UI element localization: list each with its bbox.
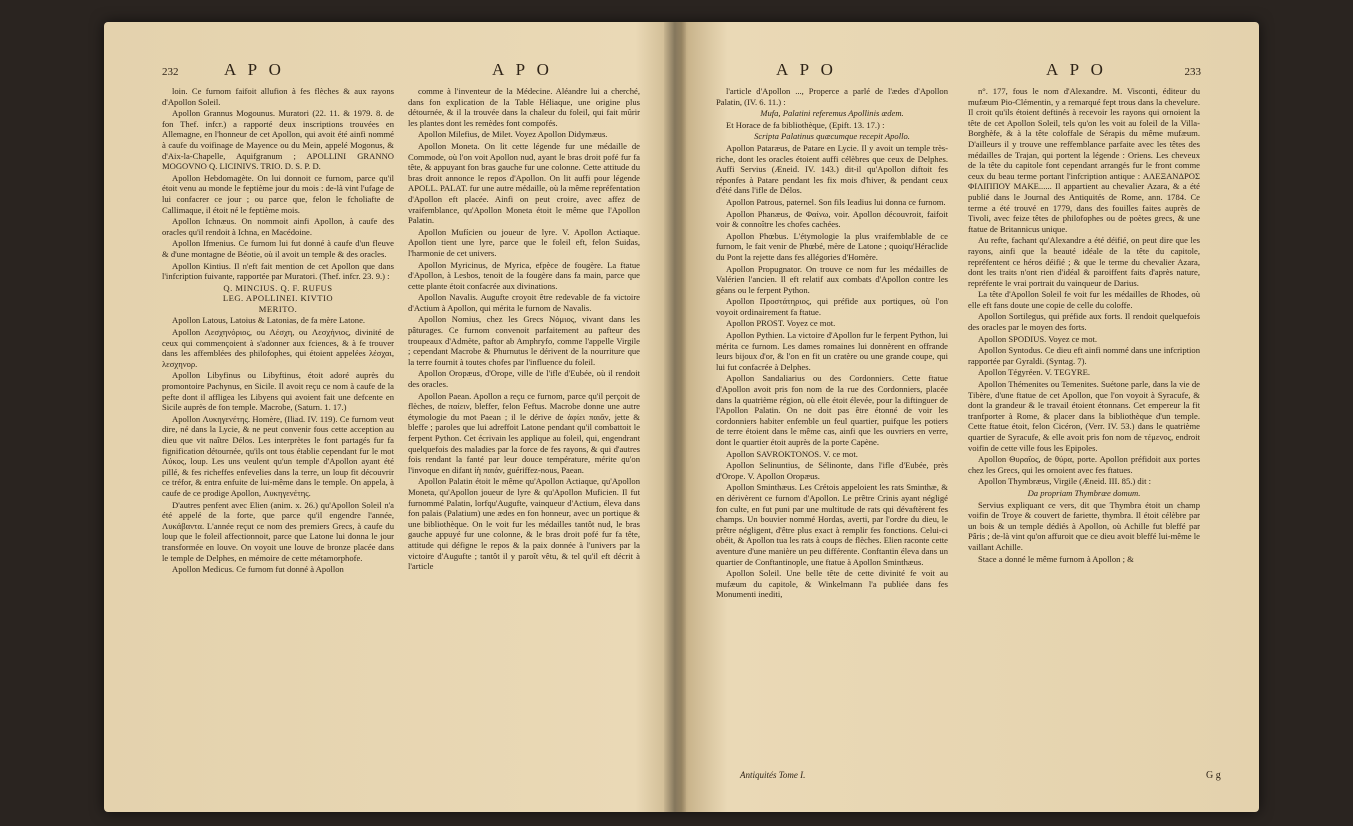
paragraph: Apollon Patrous, paternel. Son fils Ieadius lui donna ce furnom.	[726, 196, 946, 207]
paragraph: Apollon Latous, Latoius & Latonias, de fa mère Latone.	[172, 315, 366, 326]
paragraph: D'autres penfent avec Elien (anim. x. 26.) qu'Apollon Soleil n'a été appelé de la forte, que parce qu'il engendre l'année, Λυκάβαντα. L'année reçut ce nom des premiers Grecs, à caufe du loup que le foleil affectionnoit, parce que Latone lui donna le jour transformée en louve. On voyoit une louve de bronze placée dans le temple de Delphes, en mémoire de cette métamorphofe.	[162, 499, 394, 563]
book-spread	[104, 22, 1259, 812]
paragraph: Apollon Λεσχηνόριος, ou Λέσχη, ou Λεσχήνιος, divinité de ceux qui commençoient à s'adonner aux fciences, & à fe trouver dans les affemblées des philofophes, qui étoient appelées λέσχαι, λεσχηνορ.	[162, 327, 394, 369]
verse-quote: Da propriam Thymbræe domum.	[1027, 487, 1141, 498]
paragraph: Apollon Libyfinus ou Libyftinus, étoit adoré auprès du promontoire Pachynus, en Sicile. Il avoit reçu ce nom à caufe de la pefte dont il affligea les Libyens qui avoient fait une defcente en Sicile auprès de fon temple. Macrobe, (Saturn. 1. 17.)	[162, 370, 394, 413]
left-page-number: 232	[162, 66, 179, 78]
paragraph: Et Horace de fa bibliothèque, (Epift. 13. 17.) :	[726, 119, 885, 130]
paragraph: l'article d'Apollon ..., Properce a parlé de l'ædes d'Apollon Palatin, (IV. 6. 11.) :	[716, 86, 948, 107]
left-page-column-2	[408, 86, 640, 776]
paragraph: Au refte, fachant qu'Alexandre a été déifié, on peut dire que les rayons, ainfi que la beauté idéale de la tête du capitole, repréfentent ce héros déifié ; & que le terme du chevalier Azara, dont les traits n'ont rien d'idéal & paroiffent faits d'après nature, repréfente le vrai portrait du vainqueur de Darius.	[968, 235, 1200, 288]
left-running-head-col1: A P O	[224, 60, 285, 79]
paragraph: Apollon Pataræus, de Patare en Lycie. Il y avoit un temple très-riche, dont les oracles étoient auffi célèbres que ceux de Delphes. Auffi Servius (Æneid. IV. 143.) dit-il qu'Apollon diftoit fes réponfes à Patare pendant les fix mois d'hiver, & pendant ceux d'été dans l'ifle de Délos.	[716, 142, 948, 196]
right-running-head-col1: A P O	[776, 60, 837, 79]
right-page-number: 233	[1184, 66, 1201, 78]
paragraph: Apollon Ichnæus. On nommoit ainfi Apollon, à caufe des oracles qu'il rendoit à Ichna, en Macédoine.	[162, 216, 394, 237]
paragraph: Apollon Propugnator. On trouve ce nom fur les médailles de Valérien l'ancien. Il eft relatif aux combats d'Apollon contre les géans ou le ferpent Python.	[716, 263, 948, 295]
verse-quote: Scripta Palatinus quæcumque recepit Apollo.	[754, 131, 910, 142]
paragraph: Apollon Thémenites ou Temenites. Suétone parle, dans la vie de Tibère, d'une ftatue de cet Apollon, que l'on voyoit à Syracufe, & dont la grandeur & le travail étoient étonnans. Cet empereur la fit tranfporter à Rome, & placer dans la bibliothèque d'un temple. Cette ftatue étoit, felon Cicéron, (Verr. IV. 53.) dans le quatrième quartier de Syracufe, & elle avoit pris fon nom de τέμενος, endroit voifin de cette ville fous les Epipoles.	[968, 379, 1200, 453]
paragraph: Apollon Paean. Apollon a reçu ce furnom, parce qu'il perçoit de flèches, de παίειν, bleffer, felon Feftus. Macrobe donne une autre étymologie du mot Paean ; il le dérive de ἀφίει παιᾶν, jette & bleffe ; paroles que lui adreffoit Latone pendant qu'il combattoit le ferpent Python. Cet écrivain les applique au foleil, qui, engendrant quelquefois des maladies par la force de fes rayons, & qui d'autres fois rendant la fanté par leur douce température, mérite qu'on l'invoque en difant ἰὴ παιάν, guériffez-nous, Paean.	[408, 390, 640, 475]
paragraph: Apollon Sminthæus. Les Crétois appeloient les rats Sminthæ, & en dérivèrent ce furnom d'Apollon. Le prêtre Crinis ayant négligé fon culte, en fut puni par une multitude de rats qui dévaftèrent fes champs. Un bouvier nommé Hordas, averti, par l'ordre du dieu, le prêtre négligent, d'être plus exact à remplir fes fonctions. Celui-ci obéit, & Apollon tua les rats à coups de flèches. Elien raconte cette aventure d'une manière un peu différente. Conftantin éleva dans un quartier de Conftantinople, une ftatue à Apollon Sminthæus.	[716, 482, 948, 567]
paragraph: loin. Ce furnom faifoit allufion à fes flèches & aux rayons d'Apollon Soleil.	[162, 86, 394, 107]
paragraph: Apollon Phanæus, de Φαίνω, voir. Apollon découvroit, faifoit voir & connoître les chofes cachées.	[716, 208, 948, 230]
paragraph: Apollon Syntodus. Ce dieu eft ainfi nommé dans une infcription rapportée par Gyraldi. (Syntag. 7).	[968, 345, 1200, 366]
signature-mark: G g	[1206, 770, 1221, 781]
paragraph: Apollon Kintius. Il n'eft fait mention de cet Apollon que dans l'infcription fuivante, rapportée par Muratori. (Thef. infcr. 23. 9.) :	[162, 260, 394, 282]
paragraph: Apollon Θυραῖος, de θύρα, porte. Apollon préfidoit aux portes chez les Grecs, qui les ornoient avec fes ftatues.	[968, 454, 1200, 475]
left-running-head	[162, 60, 634, 82]
paragraph: Apollon Προστάτηριος, qui préfide aux portiques, où l'on voyoit ordinairement fa ftatue.	[716, 296, 948, 317]
paragraph: Apollon Selinuntius, de Sélinonte, dans l'ifle d'Eubée, près d'Orope. V. Apollon Oropæus.	[716, 460, 948, 481]
paragraph: Apollon Navalis. Augufte croyoit être redevable de fa victoire d'Actium à Apollon, qui mérita le furnom de Navalis.	[408, 292, 640, 313]
paragraph: Apollon Moneta. On lit cette légende fur une médaille de Commode, où l'on voit Apollon nud, ayant le bras droit pofé fur fa tête, & appuyant fon bras gauche fur une colonne. Cette attitude du bras droit annonce le repos d'Apollon. On lit auffi pour légende APOLL. PALAT. fur une autre médaille, où la même repréfentation d'Apollon eft placée. Ainfi on peut croire, avec affez de vraifemblance, qu'Apollon Moneta étoit le même que l'Apollon Palatin.	[408, 140, 640, 226]
paragraph: Apollon Nomius, chez les Grecs Νόμιος, vivant dans les pâturages. Ce furnom convenoit parfaitement au pafteur des troupeaux d'Admète, paftor ab Amphryfo, comme l'appelle Virgile ; cependant Macrobe & Phurnutus le dérivent de la nourriture que la terre fournit à toutes chofes par l'influence du foleil.	[408, 314, 640, 367]
paragraph: Apollon Hebdomagète. On lui donnoit ce furnom, parce qu'il étoit venu au monde le feptième jour du mois : de-là vint l'ufage de lui confacrer ce jour ; ou parce que, felon le fcholiafte de Callimaque, il étoit né le feptième mois.	[162, 172, 394, 215]
footer-volume-title: Antiquités Tome I.	[740, 770, 806, 780]
paragraph: Apollon Milefius, de Milet. Voyez Apollon Didymæus.	[418, 129, 608, 140]
paragraph: Apollon Soleil. Une belle tête de cette divinité fe voit au mufæum du capitole, & Winkelmann l'a publiée dans fes Monumenti inediti,	[716, 568, 948, 600]
right-page-column-1	[716, 86, 948, 762]
right-running-head-col2: A P O	[1046, 60, 1107, 79]
left-running-head-col2: A P O	[492, 60, 553, 79]
paragraph: Apollon SPODIUS. Voyez ce mot.	[978, 333, 1098, 344]
paragraph: Apollon Pythien. La victoire d'Apollon fur le ferpent Python, lui mérita ce furnom. Les dames romaines lui donnèrent en offrande leurs bijoux d'or, & l'on en fit un cratère ou une grande coupe, qui lui fut confacrée à Delphes.	[716, 330, 948, 372]
paragraph: Apollon Sortilegus, qui préfide aux forts. Il rendoit quelquefois des oracles par le moyen des forts.	[968, 311, 1200, 333]
paragraph: Apollon Tégyréen. V. TEGYRE.	[978, 367, 1091, 378]
paragraph: Servius expliquant ce vers, dit que Thymbra étoit un champ voifin de Troye & couvert de fariette, thymbra. Il étoit célèbre par un bois & un temple dédiés à Apollon, où Achille fut bleffé par Pâris ; de-là vint qu'on affuroit que ce dieu avoit bleffé lui-même le vaillant Achille.	[968, 499, 1200, 552]
paragraph: Apollon Medicus. Ce furnom fut donné à Apollon	[172, 564, 344, 575]
left-page-column-1	[162, 86, 394, 776]
book-gutter	[664, 22, 686, 812]
paragraph: Apollon Thymbræus, Virgile (Æneid. III. 85.) dit :	[978, 476, 1152, 487]
paragraph: comme à l'inventeur de la Médecine. Aléandre lui a cherché, dans fon explication de la Table Héliaque, une origine plus détournée, & il la trouvée dans la chaleur du foleil, qui fait mûrir les plantes dont les remèdes font compofés.	[408, 86, 640, 128]
paragraph: Stace a donné le même furnom à Apollon ; &	[978, 553, 1134, 564]
inscription: Q. MINCIUS. Q. F. RUFUS LEG. APOLLINEI. KIVTIO MERITO.	[222, 282, 334, 314]
paragraph: Apollon Oropæus, d'Orope, ville de l'ifle d'Eubée, où il rendoit des oracles.	[408, 368, 640, 390]
paragraph: Apollon Phœbus. L'étymologie la plus vraifemblable de ce furnom, le fait venir de Phœbé, mère de Latone ; quoiqu'Héraclide du Pont la rejette dans fes allégories d'Homère.	[716, 230, 948, 262]
paragraph: La tête d'Apollon Soleil fe voit fur les médailles de Rhodes, où elle eft fans doute une copie de celle du coloffe.	[968, 289, 1200, 310]
left-page	[104, 22, 664, 812]
paragraph: Apollon SAVROKTONOS. V. ce mot.	[726, 448, 858, 459]
paragraph: Apollon Palatin étoit le même qu'Apollon Actiaque, qu'Apollon Moneta, qu'Apollon joueur de lyre & qu'Apollon Muficien. Il fut furnommé Palatin, lorfqu'Augufte, vainqueur d'Actium, éleva dans fon palais (Palatium) une ædes en fon honneur, avec un portique & une bibliothèque. On le voit fur les médailles tantôt nud, le bras gauche appuyé fur une colonne, & le bras droit pofé fur fa tête, attitude qui défigne le repos & la paix donnée à l'univers par la victoire d'Augufte ; tantôt il y paroît vêtu, & tel qu'il eft décrit à l'article	[408, 476, 640, 572]
right-running-head	[716, 60, 1201, 82]
right-page-column-2	[968, 86, 1200, 762]
paragraph: Apollon PROST. Voyez ce mot.	[726, 318, 836, 329]
paragraph: Apollon Λυκηγενέτης. Homère, (Iliad. IV. 119). Ce furnom veut dire, né dans la Lycie, & ne peut convenir fous cette acception au dieu que vit naître Délos. Les interprètes le font partagés fur fa fignification détournée, qu'ils ont tous établie cependant fur le mot Λύκος, loup. Les uns veulent qu'un temple d'Apollon ayant été pillé, & fes richeffes enfevelies dans la terre, un loup fit découvrir ce tréfor, & entra enfuite de lui-même dans le temple. On appela, à caufe de ce prodige Apollon, Λυκηγενέτης.	[162, 413, 394, 498]
verse-quote: Mufa, Palatini referemus Apollinis ædem.	[760, 108, 904, 119]
paragraph: n°. 177, fous le nom d'Alexandre. M. Visconti, éditeur du mufæum Pio-Clémentin, y a remarqué fept trous dans la chevelure. Il croit qu'ils étoient deftinés à recevoir les rayons qui ornoient la tête de cet Apollon Soleil, tels qu'on les voit au foleil de la Villa-Borghèfe, & à la tête coloffale de Sérapis du même mufæum. D'ailleurs il y trouve une reffemblance parfaite avec les têtes des médailles de Trajan, qui portent la légende : Oriens. Les cheveux de la tête du capitole font cependant arrangés fur le front comme ceux du beau terme portant l'infcription antique : ΑΛΕΞΑΝΔΡΟΣ ΦΙΛΙΠΠΟΥ ΜΑΚΕ...... Il appartient au chevalier Azara, & a été publié dans le Journal des Antiquités de Rome, ann. 1784. Ce terme a été trouvé en 1779, dans des fouilles faites auprès de Tivoli, avec feize têtes de philofophes ou de poètes grecs, & une ftatue de Britannicus unique.	[968, 86, 1200, 234]
paragraph: Apollon Myricinus, de Myrica, efpèce de fougère. La ftatue d'Apollon, à Lesbos, tenoit de la fougère dans fa main, parce que cette plante étoit confacrée aux divinations.	[408, 259, 640, 291]
right-page	[686, 22, 1259, 812]
paragraph: Apollon Sandaliarius ou des Cordonniers. Cette ftatue d'Apollon avoit pris fon nom de la rue des Cordonniers, placée dans la quatrième région, où elle étoit élevée, pour la diftinguer de l'Apollon Palatin. On ne doit pas être étonné de voir les cordonniers habiter enfemble un feul quartier, puifque les potiers de terre étoient dans le même cas, ainfi que les ouvriers en verre, dont le quartier étoit auprès de la porte Capène.	[716, 373, 948, 447]
paragraph: Apollon Grannus Mogounus. Muratori (22. 11. & 1979. 8. de fon Thef. infcr.) a rapporté deux inscriptions trouvées en Allemagne, en l'honneur de cet Apollon, qui avoit été ainfi nommé à caufe du voifinage de Mayence ou du Mein, appelé Mogonus, & d'Aix-la-Chapelle, Aquifgranum ; APOLLINI GRANNO MOGOVNO Q. LICINIVS. TRIO. D. S. P. D.	[162, 108, 394, 172]
paragraph: Apollon Ifmenius. Ce furnom lui fut donné à caufe d'un fleuve & d'une montagne de Béotie, où il avoit un temple & des oracles.	[162, 238, 394, 259]
paragraph: Apollon Mufícien ou joueur de lyre. V. Apollon Actiaque. Apollon tient une lyre, parce que le foleil eft, felon Suidas, l'harmonie de cet univers.	[408, 226, 640, 258]
